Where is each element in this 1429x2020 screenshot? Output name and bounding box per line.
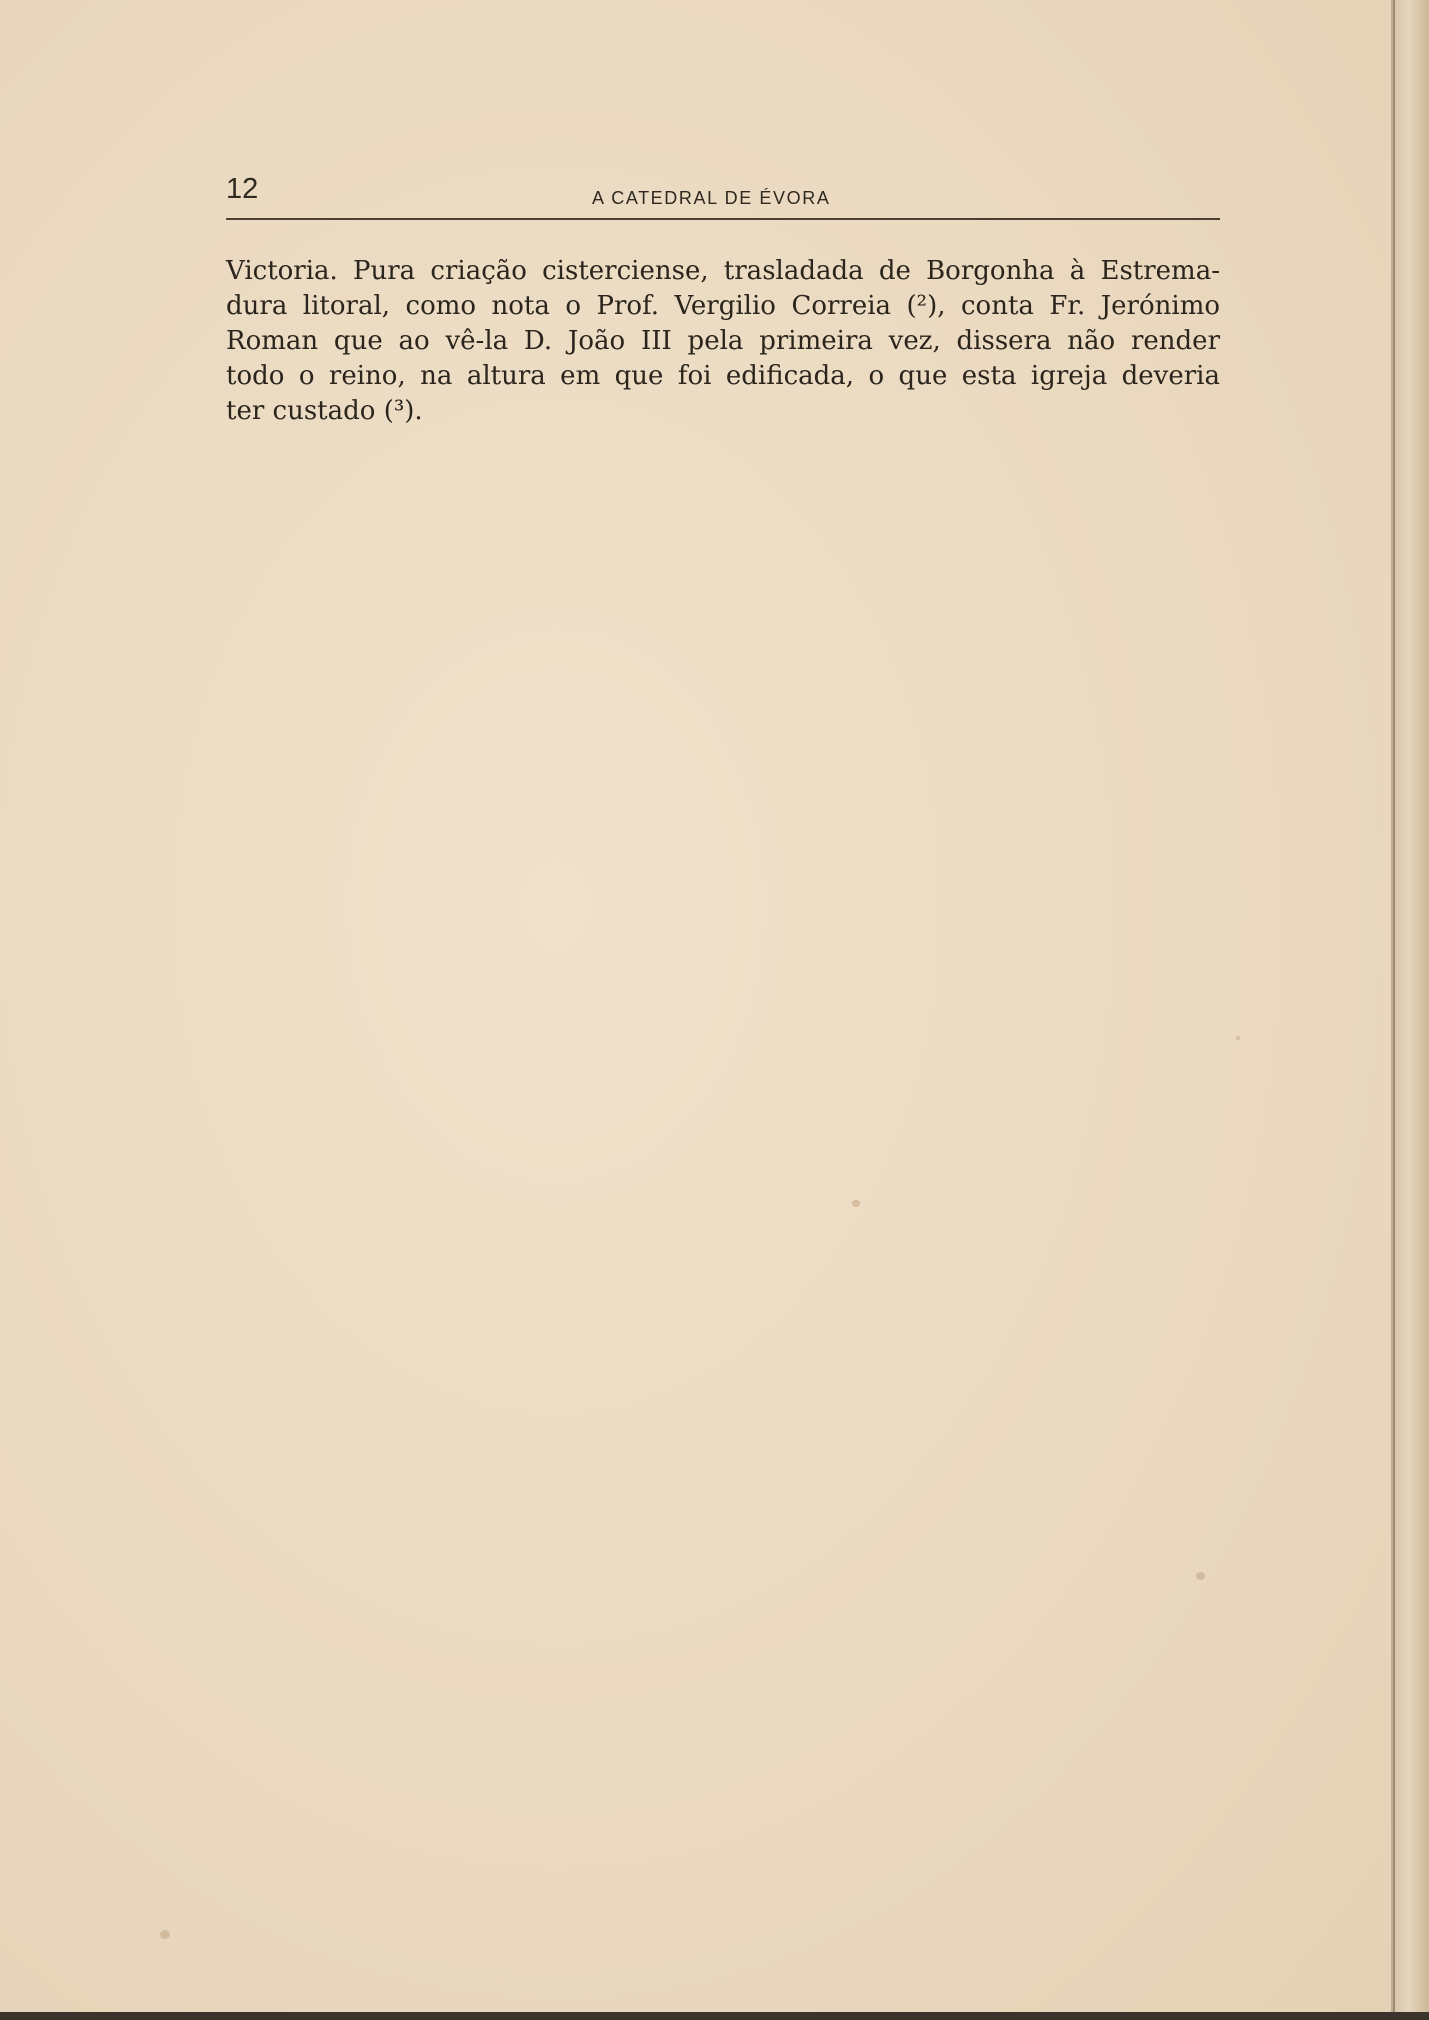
page-number: 12 [226,173,259,205]
bottom-edge [0,2012,1429,2020]
running-head [226,172,1220,220]
paper-speck [160,1930,170,1939]
text-line: Roman que ao vê-la D. João III pela primeira vez, dissera não render [226,326,1220,356]
body-paragraph [226,254,1220,429]
paper-speck [852,1200,860,1207]
text-line: dura litoral, como nota o Prof. Vergilio Correia (²), conta Fr. Jerónimo [226,291,1220,321]
text-line: todo o reino, na altura em que foi edificada, o que esta igreja deveria [226,361,1220,391]
adjacent-page-edge [1393,0,1429,2012]
running-title: A CATEDRAL DE ÉVORA [592,188,831,208]
text-line: ter custado (³). [226,396,423,426]
text-line: Victoria. Pura criação cisterciense, trasladada de Borgonha à Estrema- [226,256,1220,286]
paper-speck [1196,1572,1205,1580]
paper-speck [1236,1036,1240,1040]
